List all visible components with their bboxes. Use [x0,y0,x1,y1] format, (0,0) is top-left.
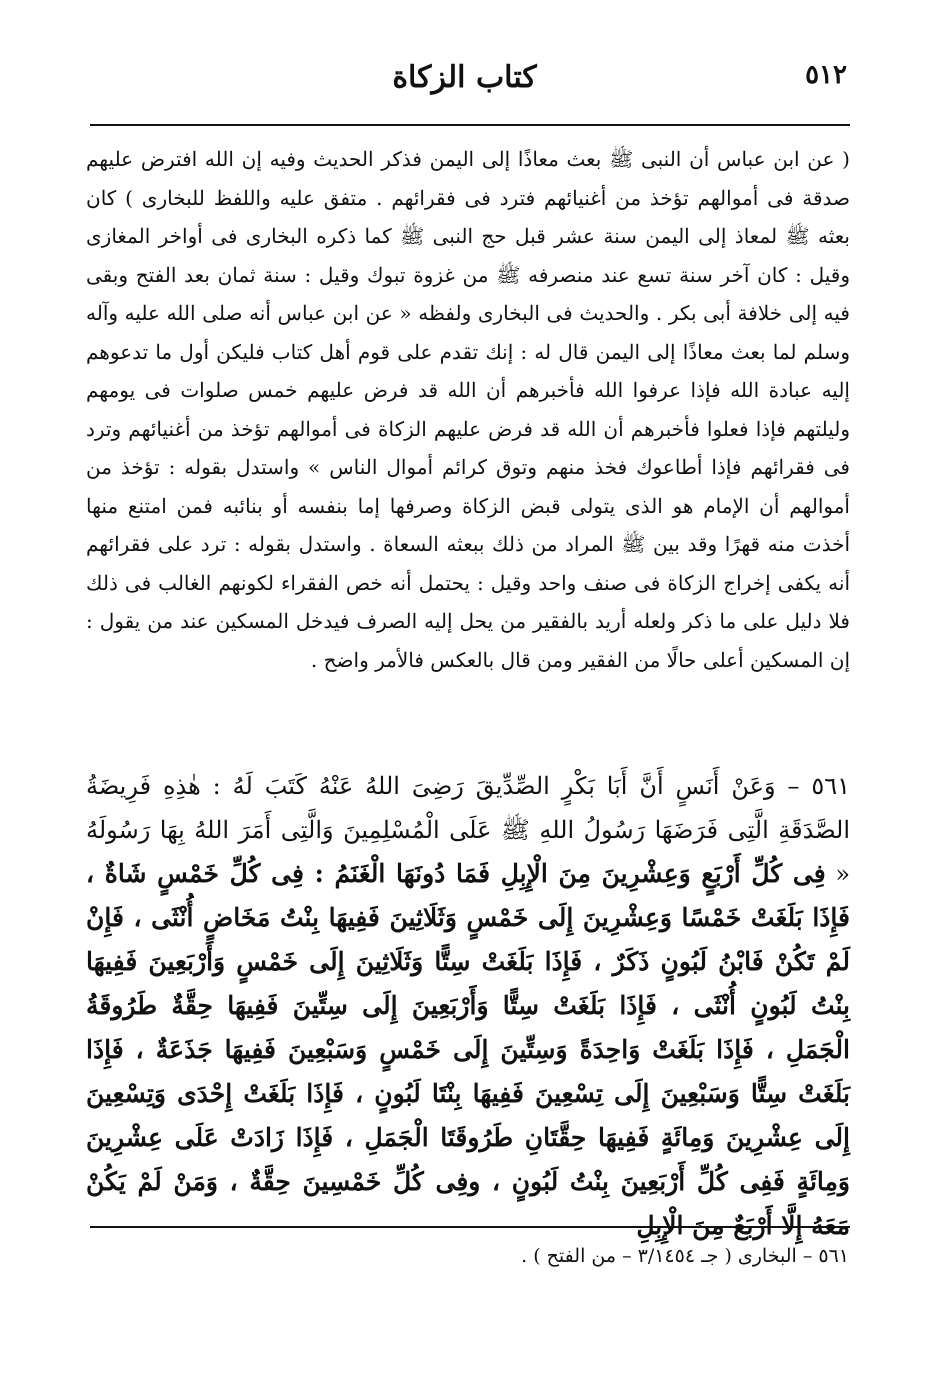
footnote-rule [90,1226,850,1228]
page-number: ٥١٢ [805,60,847,90]
footnote: ٥٦١ – البخارى ( جـ ٣/١٤٥٤ – من الفتح ) . [521,1245,849,1267]
commentary-text: ( عن ابن عباس أن النبى ﷺ بعث معاذًا إلى اليمن فذكر الحديث وفيه إن الله افترض عليهم صدقة فى أموالهم تؤخذ من أغنيائهم فترد فى فقرائهم . متفق عليه واللفظ للبخارى ) كان بعثه ﷺ لمعاذ إلى اليمن سنة عشر قبل حج النبى ﷺ كما ذكره البخارى فى أواخر المغازى وقيل : كان آخر سنة تسع عند منصرفه ﷺ من غزوة تبوك وقيل : سنة ثمان بعد الفتح وبقى فيه إلى خلافة أبى بكر . والحديث فى البخارى ولفظه « عن ابن عباس أنه صلى الله عليه وآله وسلم لما بعث معاذًا إلى اليمن قال له : إنك تقدم على قوم أهل كتاب فليكن أول ما تدعوهم إليه عبادة الله فإذا عرفوا الله فأخبرهم أن الله قد فرض عليهم خمس صلوات فى يومهم وليلتهم فإذا فعلوا فأخبرهم أن الله قد فرض عليهم الزكاة فى أموالهم تؤخذ من أغنيائهم وترد فى فقرائهم فإذا أطاعوك فخذ منهم وتوق كرائم أموال الناس » واستدل بقوله : تؤخذ من أموالهم أن الإمام هو الذى يتولى قبض الزكاة وصرفها إما بنفسه أو بنائبه فمن امتنع منها أخذت منه قهرًا وقد بين ﷺ المراد من ذلك ببعثه السعاة . واستدل بقوله : ترد على فقرائهم أنه يكفى إخراج الزكاة فى صنف واحد وقيل : يحتمل أنه خص الفقراء لكونهم الغالب فى ذلك فلا دليل على ما ذكر ولعله أريد بالفقير من يحل إليه الصرف فيدخل المسكين عند من يقول : إن المسكين أعلى حالًا من الفقير ومن قال بالعكس فالأمر واضح . [86,147,850,672]
running-title: كتاب الزكاة [392,60,537,95]
hadith-block [86,764,850,1248]
hadith-body: فِى كُلِّ أَرْبَعٍ وَعِشْرِينَ مِنَ الْإِبِلِ فَمَا دُونَهَا الْغَنَمُ : فِى كُلِّ خَمْسٍ شَاةٌ ، فَإِذَا بَلَغَتْ خَمْسًا وَعِشْرِينَ إِلَى خَمْسٍ وَثَلَاثِينَ فَفِيهَا بِنْتُ مَخَاضٍ أُنْثَى ، فَإِنْ لَمْ تَكُنْ فَابْنُ لَبُونٍ ذَكَرٌ ، فَإِذَا بَلَغَتْ سِتًّا وَثَلَاثِينَ إِلَى خَمْسٍ وَأَرْبَعِينَ فَفِيهَا بِنْتُ لَبُونٍ أُنْثَى ، فَإِذَا بَلَغَتْ سِتًّا وَأَرْبَعِينَ إِلَى سِتِّينَ فَفِيهَا حِقَّةٌ طَرُوقَةُ الْجَمَلِ ، فَإِذَا بَلَغَتْ وَاحِدَةً وَسِتِّينَ إِلَى خَمْسٍ وَسَبْعِينَ فَفِيهَا جَذَعَةٌ ، فَإِذَا بَلَغَتْ سِتًّا وَسَبْعِينَ إِلَى تِسْعِينَ فَفِيهَا بِنْتَا لَبُونٍ ، فَإِذَا بَلَغَتْ إِحْدَى وَتِسْعِينَ إِلَى عِشْرِينَ وَمِائَةٍ فَفِيهَا حِقَّتَانِ طَرُوقَتَا الْجَمَلِ ، فَإِذَا زَادَتْ عَلَى عِشْرِينَ وَمِائَةٍ فَفِى كُلِّ أَرْبَعِينَ بِنْتُ لَبُونٍ ، وفِى كُلِّ خَمْسِينَ حِقَّةٌ ، وَمَنْ لَمْ يَكُنْ مَعَهُ إِلَّا أَرْبَعٌ مِنَ الْإِبِلِ [86,859,850,1240]
hadith-intro: ٥٦١ – وَعَنْ أَنَسٍ أَنَّ أَبَا بَكْرٍ الصِّدِّيقَ رَضِىَ اللهُ عَنْهُ كَتَبَ لَهُ : هٰذِهِ فَرِيضَةُ الصَّدَقَةِ الَّتِى فَرَضَهَا رَسُولُ اللهِ ﷺ عَلَى الْمُسْلِمِينَ وَالَّتِى أَمَرَ اللهُ بِهَا رَسُولَهُ « [86,772,850,888]
header-rule [90,124,850,126]
